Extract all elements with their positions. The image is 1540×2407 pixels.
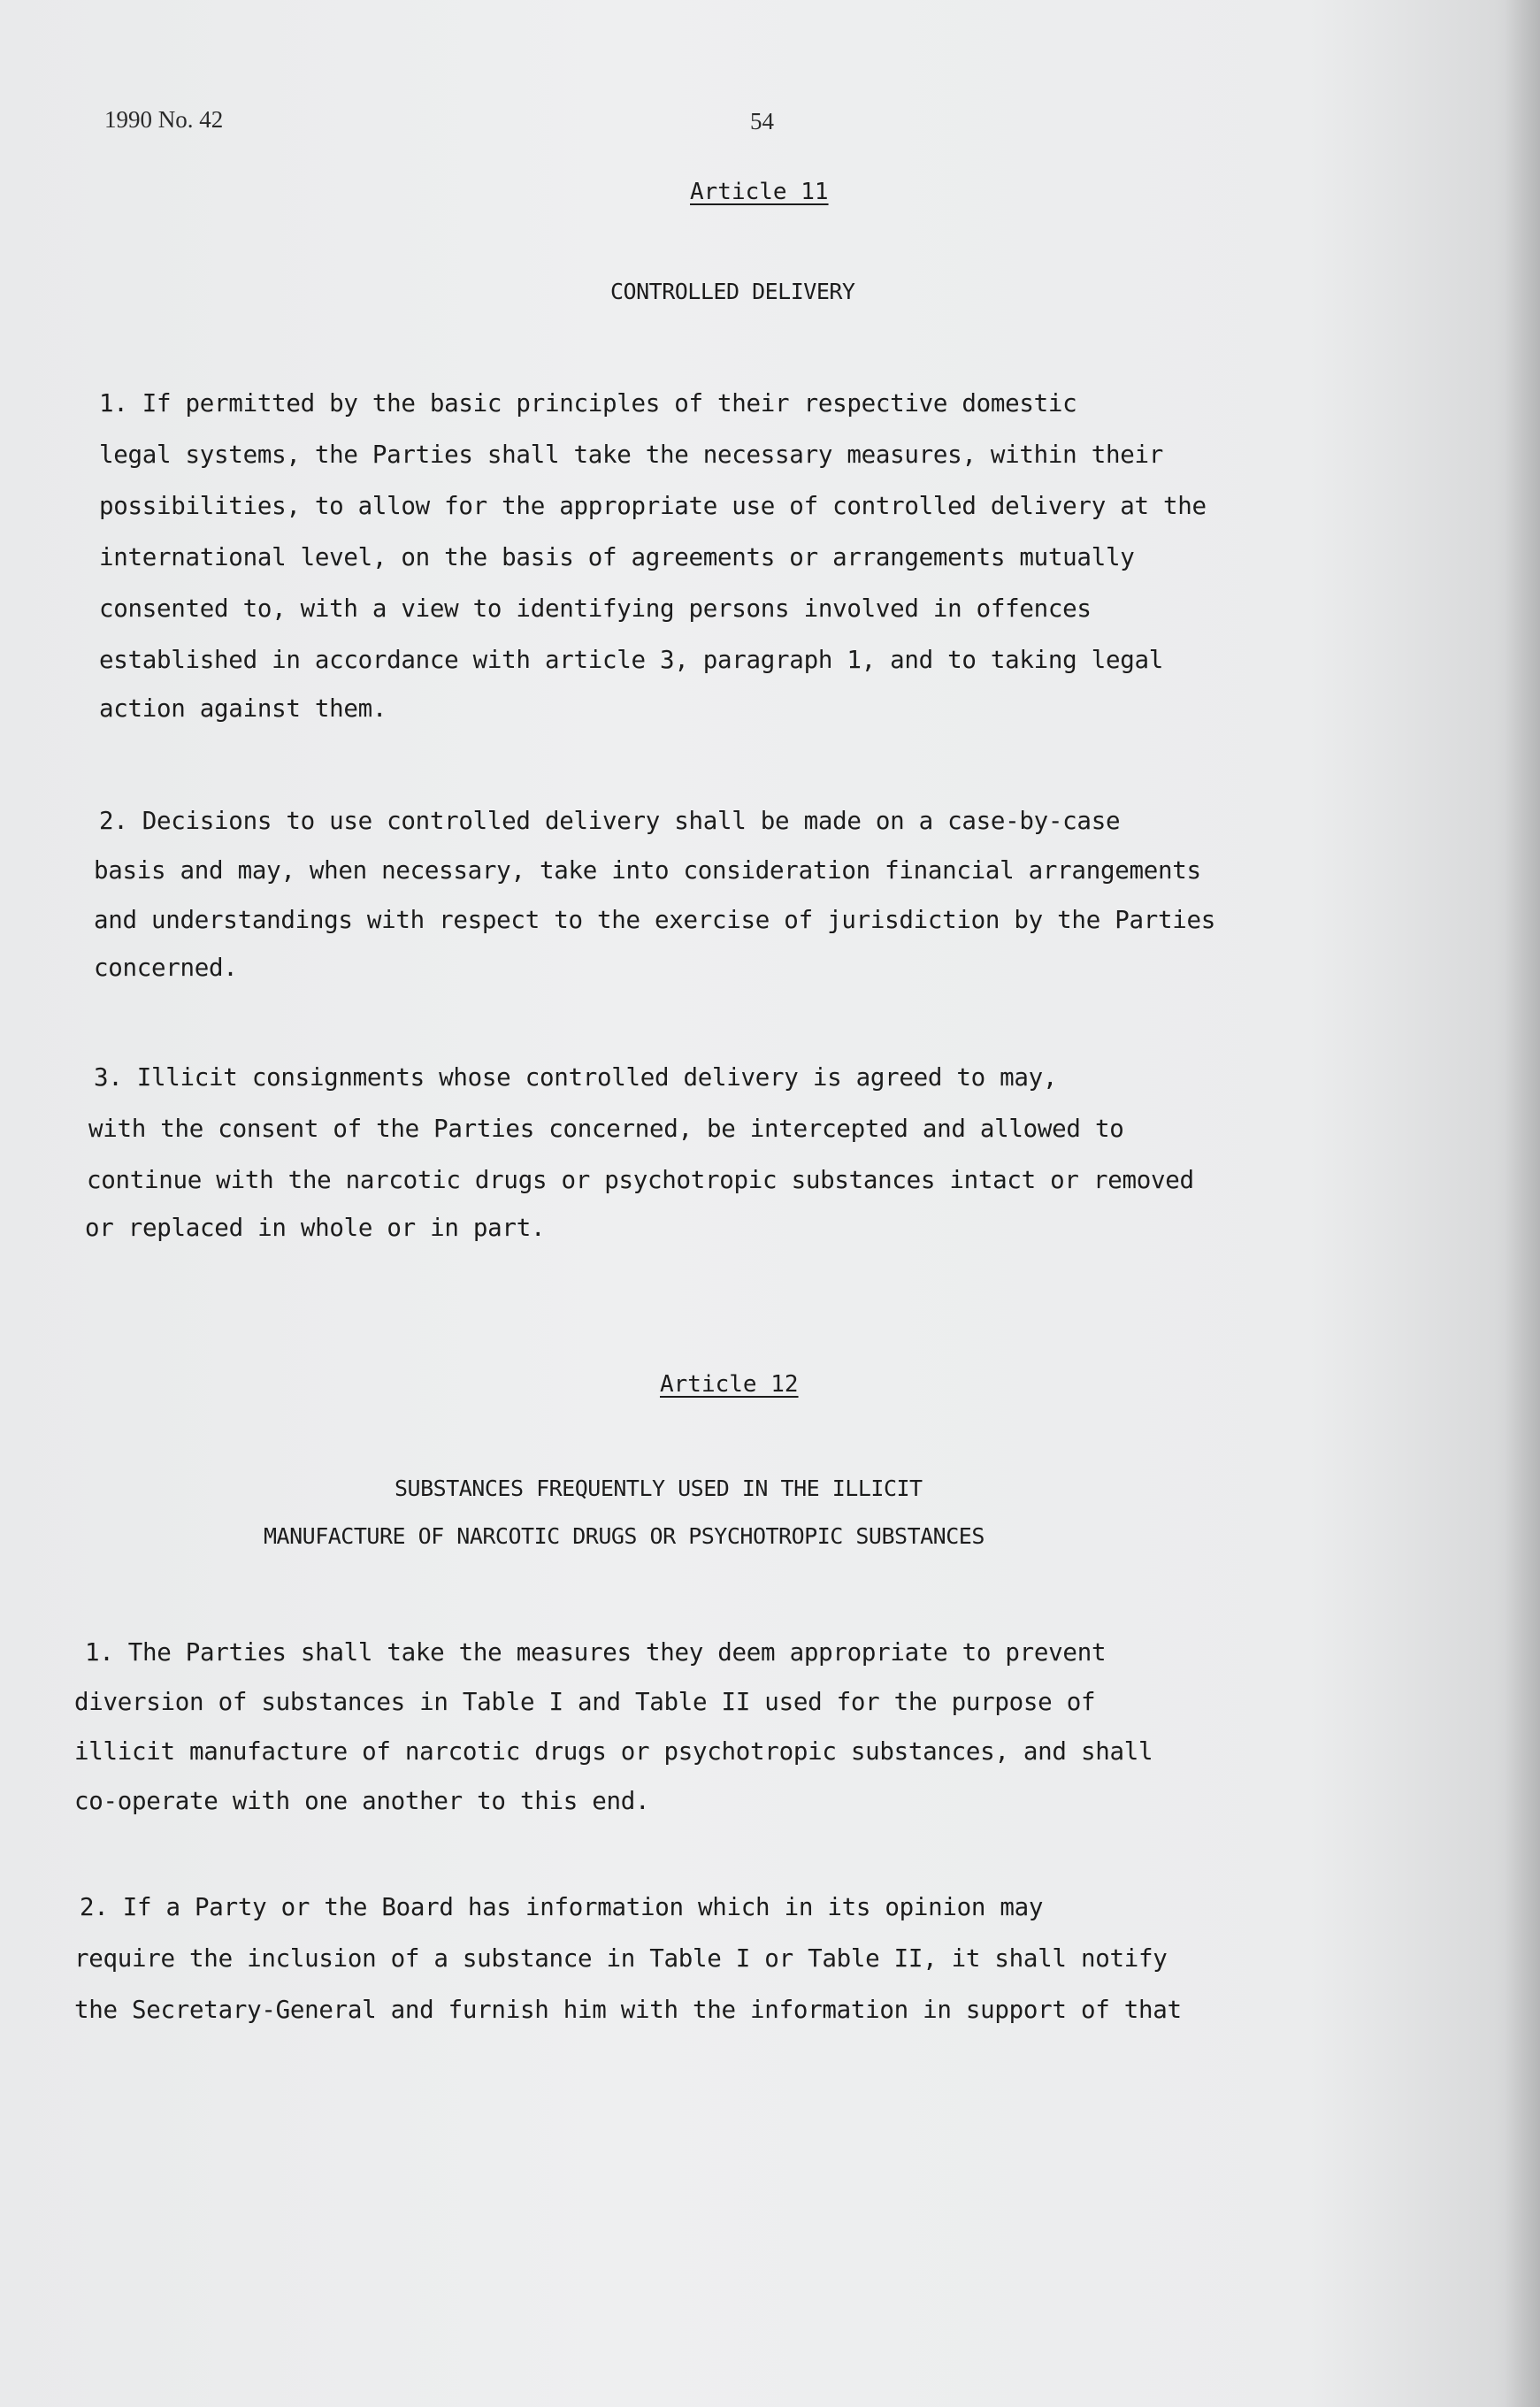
a11-p1-line-5: consented to, with a view to identifying persons involved in offences: [99, 594, 1092, 623]
a11-p3-line-3: continue with the narcotic drugs or psychotropic substances intact or removed: [87, 1166, 1194, 1194]
a11-p2-line-4: concerned.: [94, 954, 238, 982]
a11-p3-line-1: 3. Illicit consignments whose controlled delivery is agreed to may,: [94, 1063, 1058, 1092]
a12-p2-line-2: require the inclusion of a substance in Table I or Table II, it shall notify: [74, 1944, 1168, 1973]
a11-p2-line-3: and understandings with respect to the exercise of jurisdiction by the Parties: [94, 906, 1215, 934]
a11-p2-line-2: basis and may, when necessary, take into consideration financial arrangements: [94, 856, 1201, 885]
article-12-heading: Article 12: [660, 1371, 799, 1398]
a11-p1-line-7: action against them.: [99, 694, 387, 723]
page-edge-shadow: [1505, 0, 1540, 2407]
page-number: 54: [750, 108, 774, 134]
a12-p1-line-3: illicit manufacture of narcotic drugs or psychotropic substances, and shall: [74, 1737, 1153, 1766]
a12-p1-line-1: 1. The Parties shall take the measures they deem appropriate to prevent: [85, 1638, 1107, 1667]
a11-p1-line-6: established in accordance with article 3, paragraph 1, and to taking legal: [99, 646, 1163, 674]
a11-p1-line-3: possibilities, to allow for the appropriate use of controlled delivery at the: [99, 492, 1207, 520]
a12-p1-line-4: co-operate with one another to this end.: [74, 1787, 650, 1815]
article-12-title-line-2: MANUFACTURE OF NARCOTIC DRUGS OR PSYCHOTROPIC SUBSTANCES: [264, 1523, 985, 1549]
a11-p2-line-1: 2. Decisions to use controlled delivery shall be made on a case-by-case: [99, 807, 1121, 835]
article-12-title-line-1: SUBSTANCES FREQUENTLY USED IN THE ILLICIT: [395, 1476, 923, 1501]
a12-p2-line-3: the Secretary-General and furnish him with the information in support of that: [74, 1996, 1182, 2024]
a11-p3-line-4: or replaced in whole or in part.: [85, 1214, 546, 1242]
a11-p1-line-1: 1. If permitted by the basic principles of their respective domestic: [99, 389, 1077, 418]
article-11-heading: Article 11: [690, 179, 829, 205]
a11-p3-line-2: with the consent of the Parties concerned, be intercepted and allowed to: [88, 1115, 1124, 1143]
document-reference: 1990 No. 42: [104, 106, 224, 133]
a11-p1-line-2: legal systems, the Parties shall take the necessary measures, within their: [99, 441, 1163, 469]
article-11-title: CONTROLLED DELIVERY: [610, 279, 855, 304]
a12-p2-line-1: 2. If a Party or the Board has information which in its opinion may: [80, 1893, 1044, 1921]
a11-p1-line-4: international level, on the basis of agreements or arrangements mutually: [99, 543, 1135, 571]
a12-p1-line-2: diversion of substances in Table I and Table II used for the purpose of: [74, 1688, 1096, 1716]
